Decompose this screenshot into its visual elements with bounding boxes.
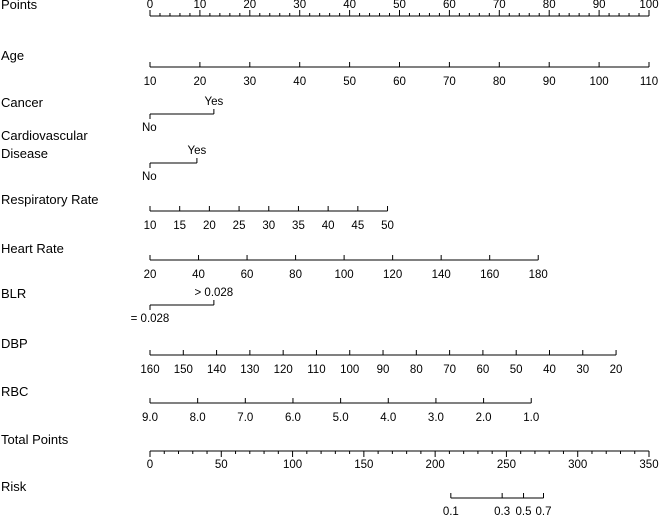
dbp-tick-label: 50 bbox=[509, 364, 523, 376]
blr-label: BLR bbox=[1, 286, 27, 301]
dbp-tick-label: 20 bbox=[609, 364, 623, 376]
age-tick-label: 50 bbox=[343, 76, 356, 88]
dbp-tick-label: 120 bbox=[273, 364, 293, 376]
respiratory-rate-tick-label: 35 bbox=[292, 220, 305, 232]
dbp-tick-label: 110 bbox=[307, 364, 326, 376]
respiratory-rate-tick-label: 25 bbox=[232, 220, 246, 232]
points-tick-label: 20 bbox=[243, 0, 257, 11]
heart-rate-tick-label: 160 bbox=[480, 269, 500, 281]
risk-tick-label: 0.3 bbox=[494, 506, 511, 518]
rbc-tick-label: 8.0 bbox=[189, 412, 206, 424]
risk-tick-label: 0.7 bbox=[535, 506, 552, 518]
cancer-category-label: Yes bbox=[204, 96, 224, 108]
total-points-tick-label: 200 bbox=[425, 459, 445, 471]
dbp-tick-label: 130 bbox=[240, 364, 260, 376]
rbc-tick-label: 2.0 bbox=[475, 412, 492, 424]
total-points-label: Total Points bbox=[1, 432, 69, 447]
heart-rate-label: Heart Rate bbox=[1, 241, 64, 256]
respiratory-rate-tick-label: 45 bbox=[351, 220, 365, 232]
dbp-tick-label: 160 bbox=[140, 364, 160, 376]
risk-tick-label: 0.5 bbox=[515, 506, 532, 518]
points-tick-label: 0 bbox=[146, 0, 154, 11]
age-label: Age bbox=[1, 48, 25, 63]
cardiovascular-label-line2: Disease bbox=[1, 146, 48, 161]
cancer-category-label: No bbox=[142, 122, 157, 134]
age-tick-label: 70 bbox=[443, 76, 456, 88]
points-label: Points bbox=[1, 0, 38, 12]
rbc-tick-label: 1.0 bbox=[523, 412, 540, 424]
age-tick-label: 80 bbox=[492, 76, 506, 88]
total-points-tick-label: 0 bbox=[146, 459, 154, 471]
cancer-label: Cancer bbox=[1, 95, 43, 110]
dbp-tick-label: 140 bbox=[206, 364, 227, 376]
total-points-tick-label: 250 bbox=[496, 459, 517, 471]
dbp-label: DBP bbox=[1, 336, 28, 351]
respiratory-rate-tick-label: 40 bbox=[321, 220, 335, 232]
blr-category-label: = 0.028 bbox=[130, 313, 170, 325]
rbc-tick-label: 5.0 bbox=[332, 412, 349, 424]
age-tick-label: 30 bbox=[243, 76, 257, 88]
dbp-tick-label: 90 bbox=[376, 364, 390, 376]
points-tick-label: 70 bbox=[492, 0, 506, 11]
points-tick-label: 30 bbox=[293, 0, 307, 11]
age-tick-label: 110 bbox=[639, 76, 659, 88]
heart-rate-tick-label: 80 bbox=[289, 269, 302, 281]
points-tick-label: 10 bbox=[193, 0, 207, 11]
respiratory-rate-tick-label: 30 bbox=[262, 220, 276, 232]
age-tick-label: 90 bbox=[542, 76, 556, 88]
heart-rate-tick-label: 60 bbox=[240, 269, 254, 281]
risk-tick-label: 0.1 bbox=[442, 506, 459, 518]
total-points-tick-label: 350 bbox=[639, 459, 659, 471]
dbp-tick-label: 100 bbox=[340, 364, 360, 376]
points-tick-label: 80 bbox=[542, 0, 556, 11]
dbp-tick-label: 150 bbox=[173, 364, 193, 376]
heart-rate-tick-label: 140 bbox=[431, 269, 451, 281]
respiratory-rate-tick-label: 50 bbox=[381, 220, 394, 232]
age-tick-label: 60 bbox=[393, 76, 406, 88]
age-tick-label: 40 bbox=[293, 76, 307, 88]
age-tick-label: 20 bbox=[193, 76, 207, 88]
dbp-tick-label: 40 bbox=[543, 364, 556, 376]
risk-label: Risk bbox=[1, 479, 27, 494]
heart-rate-tick-label: 180 bbox=[528, 269, 548, 281]
points-tick-label: 100 bbox=[639, 0, 659, 11]
respiratory-rate-tick-label: 15 bbox=[173, 220, 187, 232]
points-tick-label: 50 bbox=[393, 0, 406, 11]
cardiovascular-category-label: No bbox=[142, 171, 157, 183]
respiratory-rate-label: Respiratory Rate bbox=[1, 192, 99, 207]
points-tick-label: 40 bbox=[343, 0, 356, 11]
respiratory-rate-tick-label: 20 bbox=[202, 220, 216, 232]
heart-rate-tick-label: 40 bbox=[192, 269, 205, 281]
heart-rate-tick-label: 120 bbox=[383, 269, 403, 281]
rbc-tick-label: 9.0 bbox=[142, 412, 158, 424]
rbc-tick-label: 4.0 bbox=[380, 412, 397, 424]
blr-category-label: > 0.028 bbox=[194, 287, 234, 299]
total-points-tick-label: 50 bbox=[214, 459, 228, 471]
cardiovascular-label: Cardiovascular bbox=[1, 128, 88, 143]
rbc-tick-label: 3.0 bbox=[427, 412, 444, 424]
total-points-tick-label: 100 bbox=[282, 459, 303, 471]
points-tick-label: 90 bbox=[592, 0, 606, 11]
dbp-tick-label: 70 bbox=[443, 364, 457, 376]
age-tick-label: 10 bbox=[143, 76, 157, 88]
rbc-label: RBC bbox=[1, 384, 29, 399]
age-tick-label: 100 bbox=[589, 76, 609, 88]
total-points-tick-label: 300 bbox=[568, 459, 588, 471]
dbp-tick-label: 60 bbox=[476, 364, 490, 376]
dbp-tick-label: 80 bbox=[409, 364, 423, 376]
rbc-tick-label: 6.0 bbox=[284, 412, 301, 424]
heart-rate-tick-label: 100 bbox=[334, 269, 354, 281]
respiratory-rate-tick-label: 10 bbox=[143, 220, 157, 232]
rbc-tick-label: 7.0 bbox=[237, 412, 254, 424]
dbp-tick-label: 30 bbox=[576, 364, 590, 376]
points-tick-label: 60 bbox=[443, 0, 456, 11]
total-points-tick-label: 150 bbox=[354, 459, 374, 471]
heart-rate-tick-label: 20 bbox=[143, 269, 157, 281]
cardiovascular-category-label: Yes bbox=[187, 145, 207, 157]
